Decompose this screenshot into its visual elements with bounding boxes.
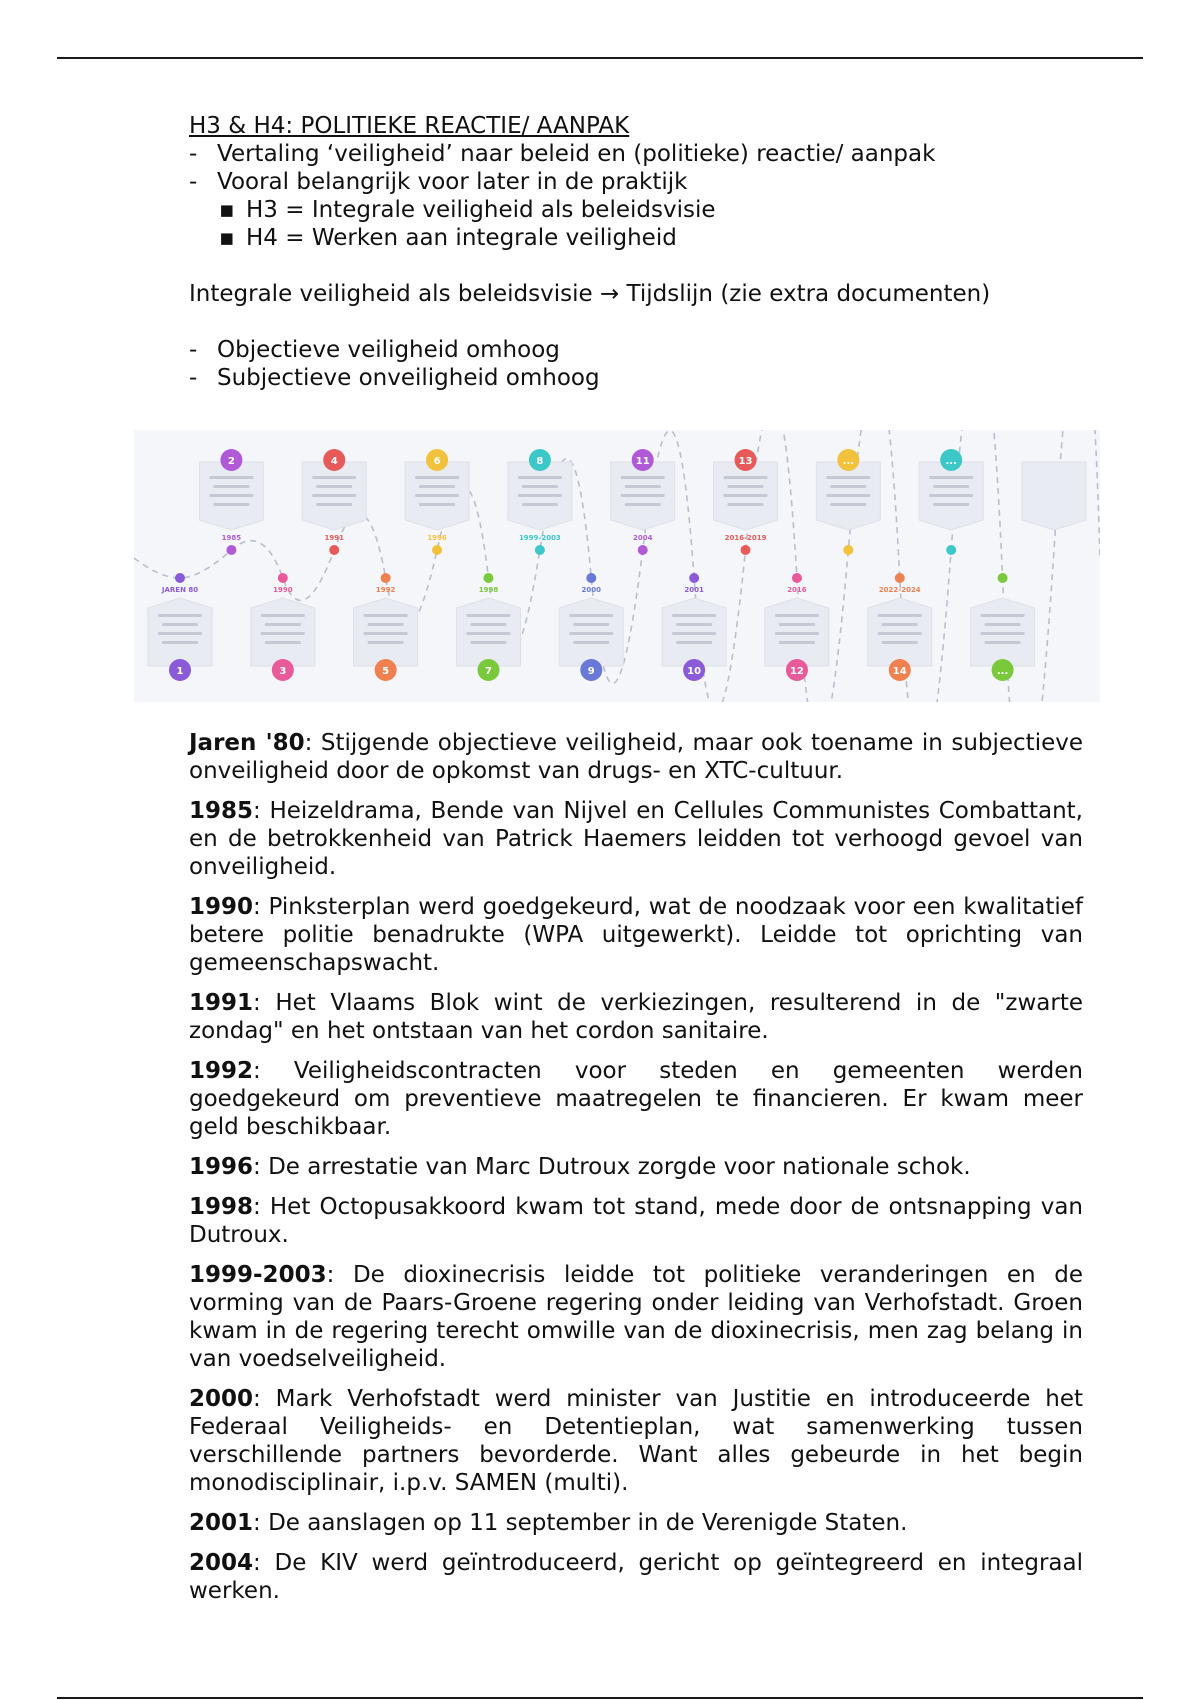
sub-list-item: ▪ H3 = Integrale veiligheid als beleidsvisie (217, 196, 1083, 224)
timeline-card-line (625, 485, 661, 488)
timeline-graphic (134, 430, 1100, 702)
timeline-card-line (419, 485, 455, 488)
timeline-card-line (724, 494, 768, 497)
timeline-dot (689, 573, 699, 583)
timeline-card-line (985, 641, 1021, 644)
timeline-number: 3 (279, 666, 287, 677)
timeline-entry (189, 1153, 1083, 1181)
timeline-entry (189, 1509, 1083, 1537)
sub-list-item: ▪ H4 = Werken aan integrale veiligheid (217, 224, 1083, 252)
list-item: - Subjectieve onveiligheid omhoog (189, 364, 1083, 392)
timeline-card-line (621, 494, 665, 497)
timeline-entry (189, 1385, 1083, 1497)
timeline-dot (998, 573, 1008, 583)
timeline-number: ... (842, 456, 855, 467)
entry-text: : Pinksterplan werd goedgekeurd, wat de noodzaak voor een kwalitatief betere politie benadrukte (WPA uitgewerkt). Leidde tot oprichting van gemeenschapswacht. (189, 894, 1083, 976)
timeline-number: 2 (227, 456, 235, 467)
timeline-dot (946, 545, 956, 555)
timeline-card-line (573, 623, 609, 626)
timeline-dot (329, 545, 339, 555)
timeline-card (1022, 462, 1086, 530)
timeline-card-line (573, 641, 609, 644)
timeline-card-line (569, 632, 613, 635)
timeline-number: 5 (382, 666, 390, 677)
timeline-card-line (415, 494, 459, 497)
list-item: - Vertaling ‘veiligheid’ naar beleid en (politieke) reactie/ aanpak (189, 140, 1083, 168)
timeline-dot (586, 573, 596, 583)
timeline-dot (843, 545, 853, 555)
entry-year: 2001 (189, 1510, 254, 1536)
timeline-year-label: 2001 (684, 586, 704, 594)
timeline-card-line (364, 614, 408, 617)
entry-text: : De KIV werd geïntroduceerd, gericht op geïntegreerd en integraal werken. (189, 1550, 1083, 1604)
timeline-card-line (676, 641, 712, 644)
entry-year: Jaren '80 (189, 730, 305, 756)
timeline-card-line (368, 623, 404, 626)
timeline-year-label: 1985 (221, 534, 242, 542)
timeline-card-line (929, 494, 973, 497)
timeline-dot (741, 545, 751, 555)
timeline-card-line (518, 476, 562, 479)
entry-text: : Het Octopusakkoord kwam tot stand, mede door de ontsnapping van Dutroux. (189, 1194, 1083, 1248)
timeline-card-line (209, 476, 253, 479)
timeline-card-line (213, 485, 249, 488)
timeline-card-line (621, 476, 665, 479)
intro-bullets (189, 140, 1083, 252)
footer-rule (57, 1697, 1143, 1699)
timeline-card-line (728, 503, 764, 506)
sub-bullets (189, 196, 1083, 252)
timeline-number: 9 (587, 666, 595, 677)
timeline-card-line (933, 485, 969, 488)
timeline-card-line (826, 494, 870, 497)
timeline-card-line (981, 614, 1025, 617)
timeline-card-line (265, 641, 301, 644)
timeline-card-line (213, 503, 249, 506)
header-rule (57, 57, 1143, 59)
timeline-card-line (779, 641, 815, 644)
timeline-entries (189, 729, 1083, 1617)
outcome-bullets (189, 336, 1083, 392)
entry-year: 1999-2003 (189, 1262, 327, 1288)
timeline-entry (189, 1549, 1083, 1605)
timeline-card-line (265, 623, 301, 626)
timeline-dot (226, 545, 236, 555)
timeline-card-line (470, 641, 506, 644)
timeline-card-line (724, 476, 768, 479)
timeline-card-line (878, 632, 922, 635)
timeline-card-line (209, 494, 253, 497)
timeline-entry (189, 893, 1083, 977)
timeline-number: 6 (433, 456, 441, 467)
entry-year: 1991 (189, 990, 254, 1016)
list-item: - Objectieve veiligheid omhoog (189, 336, 1083, 364)
timeline-number: 10 (687, 666, 702, 677)
timeline-card-line (316, 485, 352, 488)
entry-text: : Het Vlaams Blok wint de verkiezingen, resulterend in de "zwarte zondag" en het ontstaan van het cordon sanitaire. (189, 990, 1083, 1044)
timeline-card-line (775, 632, 819, 635)
timeline-dot (278, 573, 288, 583)
timeline-year-label: 2004 (632, 534, 653, 542)
timeline-card-line (522, 485, 558, 488)
timeline-card-line (569, 614, 613, 617)
timeline-card-line (728, 485, 764, 488)
entry-text: : De arrestatie van Marc Dutroux zorgde voor nationale schok. (253, 1154, 971, 1180)
timeline-card-line (676, 623, 712, 626)
timeline-year-label: 1992 (375, 586, 396, 594)
timeline-dot (535, 545, 545, 555)
timeline-entry (189, 797, 1083, 881)
timeline-dot (381, 573, 391, 583)
entry-year: 1998 (189, 1194, 254, 1220)
timeline-card-line (470, 623, 506, 626)
timeline-card-line (985, 623, 1021, 626)
timeline-number: ... (996, 666, 1009, 677)
timeline-entry (189, 1057, 1083, 1141)
timeline-card-line (466, 614, 510, 617)
timeline-card-line (878, 614, 922, 617)
timeline-card-line (826, 476, 870, 479)
timeline-card-line (775, 614, 819, 617)
timeline-number: 11 (635, 456, 650, 467)
timeline-card-line (779, 623, 815, 626)
timeline-card-line (158, 632, 202, 635)
entry-year: 2004 (189, 1550, 254, 1576)
timeline-year-label: 1990 (273, 586, 293, 594)
entry-text: : Stijgende objectieve veiligheid, maar ook toename in subjectieve onveiligheid door de opkomst van drugs- en XTC-cultuur. (189, 730, 1084, 784)
entry-text: : De aanslagen op 11 september in de Verenigde Staten. (253, 1510, 908, 1536)
entry-year: 1990 (189, 894, 254, 920)
timeline-card-line (316, 503, 352, 506)
timeline-dot (483, 573, 493, 583)
timeline-card-line (625, 503, 661, 506)
list-item-text: Vooral belangrijk voor later in de praktijk (217, 169, 688, 195)
timeline-entry (189, 1193, 1083, 1249)
timeline-card-line (882, 641, 918, 644)
timeline-dot (895, 573, 905, 583)
timeline-number: 7 (484, 666, 492, 677)
timeline-year-label: 1996 (427, 534, 447, 542)
timeline-year-label: 2016 (787, 586, 807, 594)
timeline-number: ... (945, 456, 957, 467)
entry-text: : De dioxinecrisis leidde tot politieke veranderingen en de vorming van de Paars-Groene regering onder leiding van Verhofstadt. Groen kwam in de regering terecht omwille van de dioxinecrisis, men zag belang in van voedselveiligheid. (189, 1262, 1083, 1372)
timeline-bottom-cards (148, 573, 1035, 681)
timeline-card-line (158, 614, 202, 617)
timeline-reference: Integrale veiligheid als beleidsvisie → Tijdslijn (zie extra documenten) (189, 281, 991, 307)
list-item (189, 168, 1083, 252)
timeline-number: 1 (176, 666, 184, 677)
timeline-entry (189, 989, 1083, 1045)
timeline-card-line (518, 494, 562, 497)
timeline-year-label: JAREN 80 (161, 586, 199, 594)
entry-year: 1992 (189, 1058, 254, 1084)
timeline-year-label: 1999-2003 (518, 534, 561, 542)
timeline-year-label: 1998 (478, 586, 499, 594)
timeline-card-line (312, 494, 356, 497)
section-intro (189, 112, 1083, 392)
entry-year: 2000 (189, 1386, 254, 1412)
timeline-card-line (672, 614, 716, 617)
timeline-year-label: 2000 (581, 586, 602, 594)
timeline-card-line (261, 632, 305, 635)
entry-text: : Heizeldrama, Bende van Nijvel en Cellules Communistes Combattant, en de betrokkenheid van Patrick Haemers leidden tot verhoogd gevoel van onveiligheid. (189, 798, 1083, 880)
timeline-card-line (929, 476, 973, 479)
timeline-card-line (415, 476, 459, 479)
timeline-year-label: 2016-2019 (724, 534, 767, 542)
timeline-card-line (933, 503, 969, 506)
section-heading: H3 & H4: POLITIEKE REACTIE/ AANPAK (189, 113, 630, 139)
timeline-dot (432, 545, 442, 555)
timeline-card-line (261, 614, 305, 617)
timeline-dot (638, 545, 648, 555)
timeline-entry (189, 1261, 1083, 1373)
entry-text: : Mark Verhofstadt werd minister van Justitie en introduceerde het Federaal Veiligheids- en Detentieplan, wat samenwerking tussen verschillende partners bevorderde. Want alles gebeurde in het begin monodisciplinair, i.p.v. SAMEN (multi). (189, 1386, 1083, 1496)
entry-year: 1996 (189, 1154, 254, 1180)
timeline-card-line (466, 632, 510, 635)
timeline-number: 4 (330, 456, 338, 467)
timeline-card-line (830, 485, 866, 488)
timeline-card-line (364, 632, 408, 635)
timeline-entry (189, 729, 1083, 785)
timeline-card-line (312, 476, 356, 479)
entry-year: 1985 (189, 798, 254, 824)
timeline-year-label: 2022-2024 (878, 586, 921, 594)
timeline-card-line (522, 503, 558, 506)
entry-text: : Veiligheidscontracten voor steden en gemeenten werden goedgekeurd om preventieve maatregelen te financieren. Er kwam meer geld beschikbaar. (189, 1058, 1083, 1140)
timeline-dot (175, 573, 185, 583)
timeline-card-line (882, 623, 918, 626)
timeline-number: 13 (738, 456, 753, 467)
timeline-card-line (162, 623, 198, 626)
timeline-card-line (672, 632, 716, 635)
timeline-card-line (830, 503, 866, 506)
timeline-year-label: 1991 (324, 534, 344, 542)
timeline-card-line (368, 641, 404, 644)
timeline-number: 8 (536, 456, 544, 467)
timeline-number: 14 (892, 666, 907, 677)
timeline-card-line (162, 641, 198, 644)
timeline-number: 12 (789, 666, 804, 677)
timeline-dot (792, 573, 802, 583)
timeline-card-line (981, 632, 1025, 635)
timeline-card-line (419, 503, 455, 506)
